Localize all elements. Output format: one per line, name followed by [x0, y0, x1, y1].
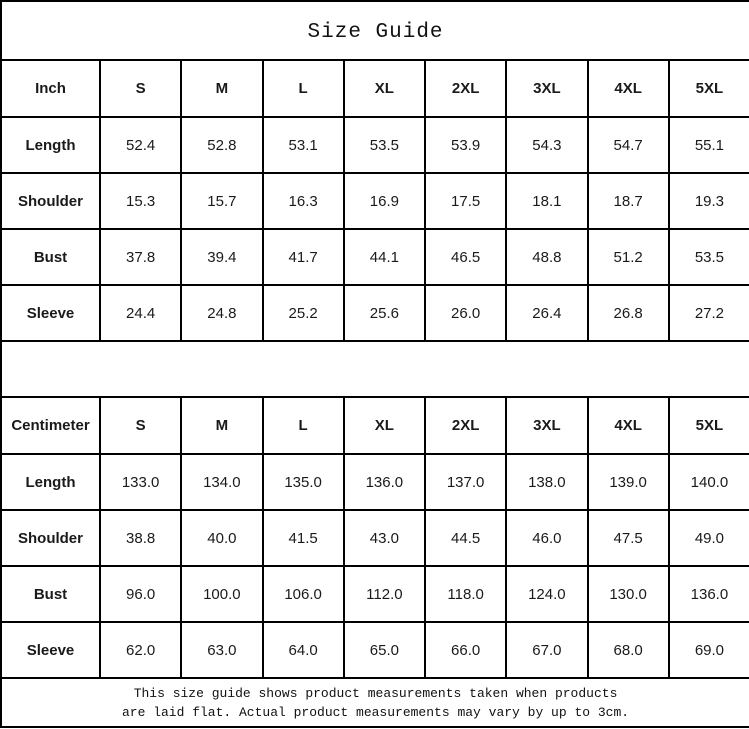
value-cell: 39.4 — [181, 229, 262, 285]
value-cell: 100.0 — [181, 566, 262, 622]
value-cell: 18.7 — [588, 173, 669, 229]
row-label-cell: Bust — [1, 566, 100, 622]
size-header-cell: 3XL — [506, 60, 587, 117]
value-cell: 17.5 — [425, 173, 506, 229]
value-cell: 69.0 — [669, 622, 749, 678]
footer-row — [1, 678, 749, 727]
value-cell: 16.9 — [344, 173, 425, 229]
value-cell: 26.0 — [425, 285, 506, 341]
value-cell: 15.3 — [100, 173, 181, 229]
value-cell: 41.7 — [263, 229, 344, 285]
value-cell: 54.3 — [506, 117, 587, 173]
value-cell: 67.0 — [506, 622, 587, 678]
value-cell: 40.0 — [181, 510, 262, 566]
value-cell: 137.0 — [425, 454, 506, 510]
inch-bust-row — [1, 229, 749, 285]
inch-unit-header-cell: Inch — [1, 60, 100, 117]
value-cell: 124.0 — [506, 566, 587, 622]
value-cell: 26.4 — [506, 285, 587, 341]
value-cell: 64.0 — [263, 622, 344, 678]
value-cell: 134.0 — [181, 454, 262, 510]
value-cell: 65.0 — [344, 622, 425, 678]
value-cell: 44.5 — [425, 510, 506, 566]
value-cell: 139.0 — [588, 454, 669, 510]
value-cell: 46.5 — [425, 229, 506, 285]
value-cell: 25.6 — [344, 285, 425, 341]
value-cell: 138.0 — [506, 454, 587, 510]
footer-note-line1: This size guide shows product measurements taken when products — [133, 685, 618, 701]
row-label-cell: Shoulder — [1, 173, 100, 229]
value-cell: 112.0 — [344, 566, 425, 622]
value-cell: 24.4 — [100, 285, 181, 341]
size-header-cell: 2XL — [425, 60, 506, 117]
cm-bust-row — [1, 566, 749, 622]
value-cell: 44.1 — [344, 229, 425, 285]
value-cell: 66.0 — [425, 622, 506, 678]
row-label-cell: Sleeve — [1, 622, 100, 678]
value-cell: 53.9 — [425, 117, 506, 173]
cm-header-row — [1, 397, 749, 454]
value-cell: 53.5 — [669, 229, 749, 285]
value-cell: 46.0 — [506, 510, 587, 566]
cm-shoulder-row — [1, 510, 749, 566]
title-row — [1, 1, 749, 60]
row-label-cell: Length — [1, 454, 100, 510]
size-header-cell: L — [263, 60, 344, 117]
value-cell: 96.0 — [100, 566, 181, 622]
size-header-cell: S — [100, 60, 181, 117]
value-cell: 54.7 — [588, 117, 669, 173]
row-label-cell: Sleeve — [1, 285, 100, 341]
value-cell: 52.8 — [181, 117, 262, 173]
size-header-cell: XL — [344, 60, 425, 117]
value-cell: 38.8 — [100, 510, 181, 566]
spacer-row — [1, 341, 749, 397]
size-header-cell: M — [181, 397, 262, 454]
row-label-cell: Length — [1, 117, 100, 173]
value-cell: 47.5 — [588, 510, 669, 566]
row-label-cell: Bust — [1, 229, 100, 285]
value-cell: 53.5 — [344, 117, 425, 173]
value-cell: 136.0 — [344, 454, 425, 510]
value-cell: 140.0 — [669, 454, 749, 510]
cm-unit-header-cell: Centimeter — [1, 397, 100, 454]
size-header-cell: S — [100, 397, 181, 454]
value-cell: 43.0 — [344, 510, 425, 566]
value-cell: 52.4 — [100, 117, 181, 173]
value-cell: 133.0 — [100, 454, 181, 510]
value-cell: 48.8 — [506, 229, 587, 285]
value-cell: 49.0 — [669, 510, 749, 566]
value-cell: 135.0 — [263, 454, 344, 510]
value-cell: 27.2 — [669, 285, 749, 341]
value-cell: 26.8 — [588, 285, 669, 341]
value-cell: 19.3 — [669, 173, 749, 229]
size-header-cell: 5XL — [669, 60, 749, 117]
value-cell: 15.7 — [181, 173, 262, 229]
cm-length-row — [1, 454, 749, 510]
cm-sleeve-row — [1, 622, 749, 678]
value-cell: 118.0 — [425, 566, 506, 622]
value-cell: 18.1 — [506, 173, 587, 229]
size-header-cell: 2XL — [425, 397, 506, 454]
spacer-cell — [1, 341, 749, 397]
size-header-cell: XL — [344, 397, 425, 454]
inch-length-row — [1, 117, 749, 173]
size-header-cell: 4XL — [588, 397, 669, 454]
footer-note — [1, 678, 749, 727]
inch-shoulder-row — [1, 173, 749, 229]
inch-sleeve-row — [1, 285, 749, 341]
value-cell: 53.1 — [263, 117, 344, 173]
value-cell: 16.3 — [263, 173, 344, 229]
value-cell: 63.0 — [181, 622, 262, 678]
size-header-cell: 5XL — [669, 397, 749, 454]
value-cell: 24.8 — [181, 285, 262, 341]
page-title: Size Guide — [1, 1, 749, 60]
value-cell: 130.0 — [588, 566, 669, 622]
size-header-cell: 4XL — [588, 60, 669, 117]
footer-note-line2: are laid flat. Actual product measurements may vary by up to 3cm. — [121, 704, 630, 720]
size-header-cell: 3XL — [506, 397, 587, 454]
value-cell: 62.0 — [100, 622, 181, 678]
value-cell: 136.0 — [669, 566, 749, 622]
value-cell: 55.1 — [669, 117, 749, 173]
inch-header-row — [1, 60, 749, 117]
value-cell: 41.5 — [263, 510, 344, 566]
value-cell: 106.0 — [263, 566, 344, 622]
value-cell: 37.8 — [100, 229, 181, 285]
value-cell: 68.0 — [588, 622, 669, 678]
value-cell: 51.2 — [588, 229, 669, 285]
value-cell: 25.2 — [263, 285, 344, 341]
row-label-cell: Shoulder — [1, 510, 100, 566]
size-header-cell: L — [263, 397, 344, 454]
size-header-cell: M — [181, 60, 262, 117]
